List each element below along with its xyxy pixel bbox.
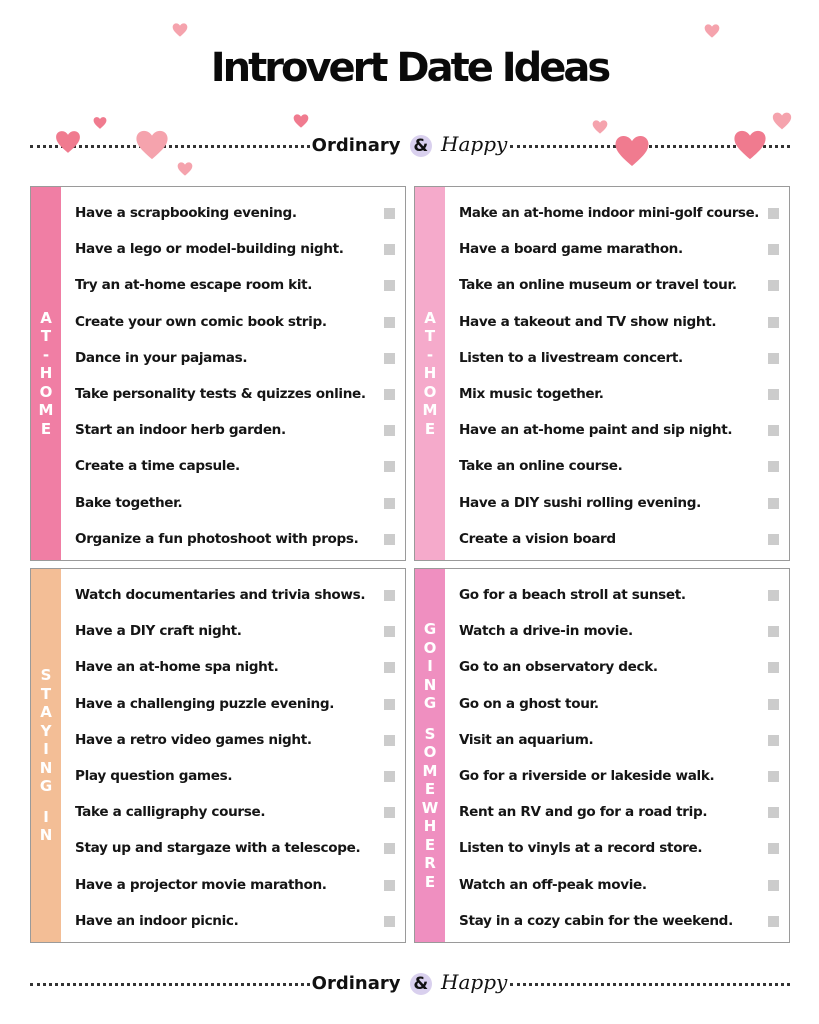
list-item-text: Take an online museum or travel tour. [459,277,737,294]
section-label-letter: - [426,345,434,364]
list-item [459,903,789,939]
list-item [459,485,789,521]
checkbox[interactable] [768,280,779,291]
checkbox[interactable] [384,425,395,436]
list-item-text: Listen to a livestream concert. [459,349,683,366]
list-item [459,758,789,794]
heart-icon [172,22,188,38]
section-label-letter: A [40,308,52,327]
list-item-text: Have a projector movie marathon. [75,876,327,893]
checkbox[interactable] [768,353,779,364]
heart-icon [293,112,309,130]
section-label-letter: M [38,401,54,420]
section-label-letter: O [39,382,53,401]
list-item [75,521,405,557]
list-item [75,758,405,794]
list-item-text: Have a challenging puzzle evening. [75,695,335,712]
checkbox[interactable] [384,590,395,601]
list-item-text: Create a time capsule. [75,458,240,475]
list-item [459,267,789,303]
list-item-text: Go to an observatory deck. [459,659,658,676]
list-item-text: Take a calligraphy course. [75,804,266,821]
checkbox[interactable] [384,498,395,509]
section-label-letter: E [40,419,52,438]
list-item-text: Watch an off-peak movie. [459,876,647,893]
section-label-letter: S [40,666,52,685]
section-label-letter: A [40,703,52,722]
list-item [75,304,405,340]
list-item [459,613,789,649]
brand-script: Happy [441,970,508,994]
list-item [75,195,405,231]
list-item-text: Have a scrapbooking evening. [75,205,297,221]
section-label-letter: M [422,761,438,780]
list-item-text: Visit an aquarium. [459,731,594,748]
heart-icon [93,115,107,131]
checkbox[interactable] [384,461,395,472]
checkbox[interactable] [384,534,395,545]
checkbox[interactable] [768,208,779,219]
section-label-letter: E [424,835,436,854]
list-item-text: Stay up and stargaze with a telescope. [75,840,361,857]
section-label-letter: O [423,638,437,657]
panel-at-home-left [30,186,406,561]
list-item-text: Try an at-home escape room kit. [75,277,313,294]
list-item-text: Have a retro video games night. [75,731,312,748]
checkbox[interactable] [384,880,395,891]
checkbox[interactable] [384,389,395,400]
section-label-letter: N [39,826,53,845]
list-item [459,794,789,830]
section-label-letter: G [423,620,437,638]
heart-icon [135,127,169,163]
list-item [75,903,405,939]
list-item [75,577,405,613]
section-label-letter: Y [40,721,52,740]
checkbox[interactable] [384,280,395,291]
checkbox[interactable] [768,735,779,746]
section-label-letter: O [423,743,437,761]
section-label-letter: E [424,780,436,798]
checkbox[interactable] [384,626,395,637]
list-item [75,830,405,866]
list-item [75,267,405,303]
section-label-letter: A [424,308,436,327]
panel-staying-in [30,568,406,943]
panel-going-somewhere [414,568,790,943]
heart-icon [592,118,608,136]
list-item [75,448,405,484]
section-label-letter: E [424,419,436,438]
checkbox[interactable] [768,498,779,509]
checkbox[interactable] [768,590,779,601]
section-label-letter: I [427,657,433,675]
brand-ampersand: & [410,973,432,995]
checkbox[interactable] [768,699,779,710]
list-item-text: Watch documentaries and trivia shows. [75,587,366,603]
list-item-text: Mix music together. [459,386,604,402]
checkbox[interactable] [768,916,779,927]
section-label-letter: G [39,777,53,796]
list-item [75,649,405,685]
section-label-letter: T [40,684,52,703]
checkbox[interactable] [384,699,395,710]
section-label-letter: G [423,694,437,712]
checkbox[interactable] [384,771,395,782]
checkbox[interactable] [768,461,779,472]
list-item [459,412,789,448]
list-item [75,485,405,521]
brand-ampersand: & [410,135,432,157]
list-item [459,577,789,613]
list-item-text: Organize a fun photoshoot with props. [75,530,359,547]
section-label-letter: I [43,807,49,826]
list-item [459,867,789,903]
checkbox[interactable] [384,317,395,328]
brand-logo-bottom [0,970,819,995]
list-item-text: Create your own comic book strip. [75,313,327,330]
section-label-letter: H [39,364,53,383]
section-label-band [31,569,61,942]
list-item [75,231,405,267]
list-item-text: Rent an RV and go for a road trip. [459,804,708,821]
list-item-text: Have a lego or model-building night. [75,241,344,258]
list-item-text: Watch a drive-in movie. [459,623,633,640]
list-item-text: Have a DIY sushi rolling evening. [459,494,701,511]
section-label-band [31,187,61,560]
checkbox[interactable] [768,244,779,255]
list-item-text: Have an indoor picnic. [75,912,239,929]
checkbox[interactable] [768,807,779,818]
list-item [459,376,789,412]
list-item [459,448,789,484]
list-item-text: Listen to vinyls at a record store. [459,840,703,857]
checkbox[interactable] [768,771,779,782]
list-item-text: Have an at-home spa night. [75,659,279,676]
section-label-letter: H [423,817,437,835]
list-item [459,304,789,340]
list-item-text: Go for a riverside or lakeside walk. [459,768,715,784]
checkbox[interactable] [384,208,395,219]
section-label-letter: H [423,364,437,383]
brand-script: Happy [441,132,508,156]
section-label-letter: E [424,872,436,891]
section-label-letter: O [423,382,437,401]
section-label-letter: R [424,854,436,872]
checkbox[interactable] [384,735,395,746]
list-item [75,686,405,722]
list-item-text: Make an at-home indoor mini-golf course. [459,205,759,221]
list-item [459,722,789,758]
heart-icon [704,22,720,40]
list-item [75,376,405,412]
checkbox[interactable] [768,626,779,637]
list-item [459,830,789,866]
section-label-letter: T [40,327,52,346]
checkbox[interactable] [384,662,395,673]
list-item [459,340,789,376]
section-label-letter: M [422,401,438,420]
list-item [459,231,789,267]
section-label-band [415,569,445,942]
checkbox[interactable] [384,916,395,927]
list-item-text: Take an online course. [459,458,623,475]
list-item-text: Have a takeout and TV show night. [459,313,717,330]
list-item [75,794,405,830]
section-label-band [415,187,445,560]
section-label-letter: N [423,675,437,694]
checkbox[interactable] [768,843,779,854]
list-item [459,521,789,557]
checkbox[interactable] [768,317,779,328]
checkbox[interactable] [768,662,779,673]
panel-at-home-right [414,186,790,561]
checkbox[interactable] [768,389,779,400]
list-item [75,412,405,448]
list-item [459,686,789,722]
list-item-text: Create a vision board [459,530,616,547]
list-item-text: Have a DIY craft night. [75,623,242,640]
heart-icon [772,110,792,132]
page-title: Introvert Date Ideas [210,45,609,91]
list-item [75,722,405,758]
section-label-letter: W [421,798,439,817]
heart-icon [733,126,767,164]
checkbox[interactable] [384,353,395,364]
brand-logo-top [0,132,819,157]
list-item-text: Start an indoor herb garden. [75,422,286,439]
list-item [459,649,789,685]
list-item [459,195,789,231]
section-label-letter: S [424,724,436,743]
checkbox[interactable] [384,244,395,255]
checkbox[interactable] [768,534,779,545]
list-item [75,613,405,649]
section-label-letter: T [424,327,436,346]
brand-name: Ordinary [311,135,401,156]
section-label-letter: - [42,345,50,364]
list-item-text: Bake together. [75,494,183,511]
list-item-text: Take personality tests & quizzes online. [75,386,366,402]
heart-icon [177,160,193,178]
checkbox[interactable] [768,425,779,436]
list-item-text: Have an at-home paint and sip night. [459,422,733,439]
section-label-letter: I [43,740,49,759]
list-item-text: Dance in your pajamas. [75,349,248,366]
list-item-text: Go for a beach stroll at sunset. [459,587,686,603]
heart-icon [614,132,650,170]
checkbox[interactable] [384,843,395,854]
list-item-text: Go on a ghost tour. [459,695,599,712]
list-item-text: Stay in a cozy cabin for the weekend. [459,912,733,929]
checkbox[interactable] [768,880,779,891]
heart-icon [55,127,81,157]
list-item-text: Play question games. [75,768,233,784]
checkbox[interactable] [384,807,395,818]
list-item [75,867,405,903]
list-item [75,340,405,376]
brand-name: Ordinary [311,973,401,994]
list-item-text: Have a board game marathon. [459,241,683,258]
section-label-letter: N [39,758,53,777]
